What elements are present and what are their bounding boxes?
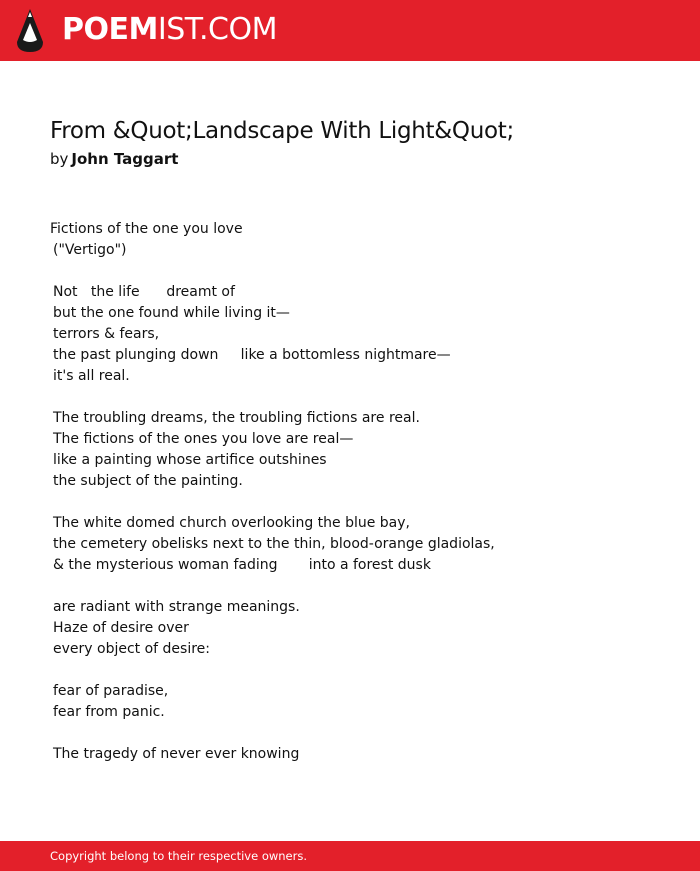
logo-light-part: IST.COM <box>157 12 277 47</box>
site-footer <box>0 841 700 871</box>
stanza-break <box>50 387 650 408</box>
poem-line: but the one found while living it— <box>53 305 290 321</box>
site-header <box>0 0 700 61</box>
poem-line: The white domed church overlooking the blue bay, <box>53 515 410 531</box>
poem-line: Fictions of the one you love <box>50 221 243 237</box>
byline-prefix: by <box>50 150 69 168</box>
poem-line: Not the life dreamt of <box>53 284 235 300</box>
poem-line: it's all real. <box>53 368 130 384</box>
poem-line: every object of desire: <box>53 641 211 657</box>
poem-line: The fictions of the ones you love are real— <box>53 431 354 447</box>
poem-line: fear of paradise, <box>53 683 169 699</box>
poem-line: The troubling dreams, the troubling fictions are real. <box>53 410 420 426</box>
poem-body <box>50 219 650 765</box>
poem-line: are radiant with strange meanings. <box>53 599 300 615</box>
stanza-break <box>50 492 650 513</box>
logo-bold-part: POEM <box>62 12 158 47</box>
poem-line: The tragedy of never ever knowing <box>53 746 300 762</box>
poem-line: the subject of the painting. <box>53 473 243 489</box>
poem-line: the cemetery obelisks next to the thin, blood-orange gladiolas, <box>53 536 495 552</box>
stanza-break <box>50 261 650 282</box>
pencil-tip-icon[interactable] <box>17 9 43 52</box>
poem-line: ("Vertigo") <box>53 242 127 258</box>
poem-byline <box>50 148 178 170</box>
poem-line: fear from panic. <box>53 704 165 720</box>
poem-line: like a painting whose artifice outshines <box>53 452 327 468</box>
stanza-break <box>50 660 650 681</box>
stanza-break <box>50 723 650 744</box>
footer-copyright: Copyright belong to their respective owners. <box>50 849 308 863</box>
site-logo-text[interactable] <box>62 12 277 48</box>
poem-line: Haze of desire over <box>53 620 189 636</box>
stanza-break <box>50 576 650 597</box>
poem-title: From &Quot;Landscape With Light&Quot; <box>50 118 514 144</box>
poem-line: terrors & fears, <box>53 326 160 342</box>
poem-line: & the mysterious woman fading into a forest dusk <box>53 557 431 573</box>
poem-line: the past plunging down like a bottomless nightmare— <box>53 347 451 363</box>
poem-author: John Taggart <box>71 150 179 168</box>
